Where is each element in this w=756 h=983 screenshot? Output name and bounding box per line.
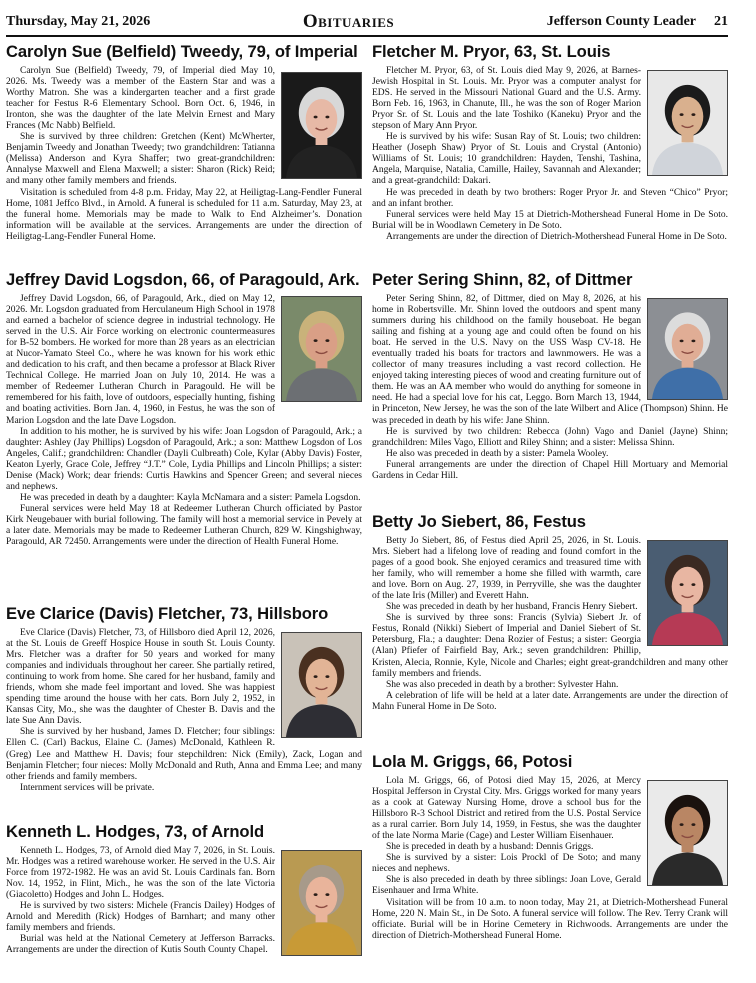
obituary-paragraph: Visitation is scheduled from 4-8 p.m. Friday, May 22, at Heiligtag-Lang-Fendler Funeral Home, 1081 Jeffco Blvd., in Arnold. A funeral is scheduled for 11 a.m. Saturday, May 23, at the funeral home. Memorials may be made to Walk to End Alzheimer’s. Donation information will be available at the services. Arrangements are under the direction of Heiligtag-Lang-Fendler Funeral Home. [6,187,362,242]
obituary-headline: Fletcher M. Pryor, 63, St. Louis [372,42,611,61]
obituary-fletcher-eve [6,604,362,794]
obituary-paragraph: Funeral services were held May 18 at Redeemer Lutheran Church officiated by Pastor Kirk Neugebauer with burial following. The family will host a memorial service in Pevely at a later date. Memorials may be made to Redeemer Lutheran Church, 829 W. Kingshighway, Paragould, AR 72450. Arrangements were under the direction of Health Funeral Home. [6,503,362,548]
obituary-paragraph: Visitation will be from 10 a.m. to noon today, May 21, at Dietrich-Mothershead Funeral Home, 220 N. Main St., in De Soto. A funeral service will follow. The Rev. Terry Crank will officiate. Burial will be in Horine Cemetery in Richwoods. Arrangements are under the direction of Dietrich-Mothershead Funeral Home. [372,897,728,941]
obituary-siebert [372,512,728,713]
issue-date: Thursday, May 21, 2026 [6,14,151,29]
obituary-paragraph: Lola M. Griggs, 66, of Potosi died May 15, 2026, at Mercy Hospital Jefferson in Crystal City. Mrs. Griggs worked for many years as a cook at Gateway Nursing Home, drove a school bus for the Hillsboro R-3 School District and retired from the U.S. Postal Service as a rural carrier. Born July 14, 1959, in Festus, she was the daughter of the late Norma Marie (Cage) and Lester William Eisenhauer. [372,776,641,842]
portrait-photo [647,780,728,886]
obituary-body [372,294,728,482]
section-title: Obituaries [302,11,395,32]
obituary-paragraph: Peter Sering Shinn, 82, of Dittmer, died on May 8, 2026, at his home in Robertsville. Mr. Shinn loved the outdoors and spent many summers during his childhood on the family houseboat. He began sailing and fishing at a young age and could often be found on his boat. He served in the U.S. Navy on the USS Wasp CV-18. He eventually traded his boats for tractors and lawnmowers. He was a collector of many treasures including a vast record collection. He enjoyed taking interesting pieces of wood and creating furniture out of them. He was an AA member who would do anything for someone in need. He had a special love for his cat, Leggo. Born March 13, 1944, in Princeton, New Jersey, he was the son of the late Wilbert and Alice (Thompson) Shinn. He was preceded in death by his wife: Jane Shinn. [372,294,728,426]
obituary-paragraph: Burial was held at the National Cemetery at Jefferson Barracks. Arrangements are under the direction of Kutis South County Chapel. [6,934,275,956]
obituary-paragraph: She is preceded in death by a husband: Dennis Griggs. [386,842,594,853]
obituary-body [372,66,728,243]
obituary-headline: Kenneth L. Hodges, 73, of Arnold [6,822,265,841]
obituary-paragraph: She is survived by her husband, James D. Fletcher; four siblings: Ellen C. (Carl) Backus, Elaine C. (James) McDonald, Kathleen R. (Greg) Lee and Matthew H. Davis; four stepchildren: Nick (Emily), Zack, Logan and Benjamin Fletcher; four nieces: Molly McDonald and Ruth, Anna and Emma Lee; and many other friends and family members. [6,727,362,782]
obituary-paragraph: She is also preceded in death by three siblings: Joan Love, Gerald Eisenhauer and Irma White. [372,875,641,897]
obituary-paragraph: She was preceded in death by her husband, Francis Henry Siebert. [386,602,638,613]
masthead [547,14,728,30]
obituary-body [372,776,728,942]
obituary-body [372,536,728,713]
obituary-paragraph: Funeral services were held May 15 at Dietrich-Mothershead Funeral Home in De Soto. Burial will be in Woodlawn Cemetery in De Soto. [372,209,728,231]
obituary-paragraph: She is survived by three children: Gretchen (Kent) McWherter, Benjamin Tweedy and Jonathan Tweedy; two grandchildren: Tatianna (Melissa) Anderson and Kyra Shaffer; two great-grandchildren: Annalyse Maxwell and Elena Maxwell; a sister: Sharon (Rick) Reid; and many other family members and friends. [6,132,275,187]
header-rule [6,35,728,37]
obituary-paragraph: Jeffrey David Logsdon, 66, of Paragould, Ark., died on May 12, 2026. Mr. Logsdon graduated from Herculaneum High School in 1978 and earned a bachelor of science degree in industrial technology. He served in the U.S. Air Force working on electronic countermeasures for B-52 bombers. He worked for more than 28 years as an electrician at Nucor-Yamato Steel Co., where he was known for his work ethic and dedication to his craft, and then became a professor at Black River Technical College. He married Joan on July 10, 2014. He was a member of Redeemer Lutheran Church in Paragould. He will be remembered for his faith, love of outdoors, especially hunting, fishing and boating activities. Born Jan. 4, 1960, in Festus, he was the son of Marion Logsdon and the late Dave Logsdon. [6,294,275,426]
obituary-body [6,846,362,956]
obituary-headline: Jeffrey David Logsdon, 66, of Paragould, Ark. [6,270,360,289]
obituary-paragraph: He was preceded in death by a daughter: Kayla McNamara and a sister: Pamela Logsdon. [20,492,361,503]
portrait-photo [281,72,362,179]
obituary-pryor [372,42,728,243]
obituary-paragraph: She was also preceded in death by a brother: Sylvester Hahn. [386,679,619,690]
obituary-paragraph: Internment services will be private. [20,782,155,793]
obituary-shinn [372,270,728,482]
obituary-headline: Eve Clarice (Davis) Fletcher, 73, Hillsboro [6,604,329,623]
obituary-hodges [6,822,362,959]
portrait-photo [647,540,728,646]
obituary-paragraph: Funeral arrangements are under the direction of Chapel Hill Mortuary and Memorial Gardens in Cedar Hill. [372,459,728,481]
obituary-paragraph: A celebration of life will be held at a later date. Arrangements are under the direction of Mahn Funeral Home in De Soto. [372,690,728,712]
obituary-body [6,628,362,794]
obituary-paragraph: Carolyn Sue (Belfield) Tweedy, 79, of Imperial died May 10, 2026. Ms. Tweedy was a member of the Eastern Star and was a Worthy Matron. She was a kindergarten teacher and a first grade teacher for Festus R-6 Elementary School. Born Oct. 6, 1946, in Ironton, she was the daughter of the late Melvin Ernest and Mary Frances (Mc Nabb) Belfield. [6,66,275,132]
portrait-photo [281,296,362,402]
portrait-photo [647,70,728,176]
obituary-paragraph: Fletcher M. Pryor, 63, of St. Louis died May 9, 2026, at Barnes-Jewish Hospital in St. Louis. Mr. Pryor was a computer analyst for EDS. He served in the Missouri National Guard and the U.S. Army. Born Feb. 16, 1963, in Chanute, Ill., he was the son of Roger Marion Pryor Sr. of St. Louis and the late Toshiko (Kaneku) Pryor and the stepson of Mary Ann Pryor. [372,66,641,132]
obituary-paragraph: He is survived by two sisters: Michele (Francis Dailey) Hodges of Arnold and Meredith (Rick) Hodges of Barnhart; and many other family members and friends. [6,901,275,934]
obituary-headline: Peter Sering Shinn, 82, of Dittmer [372,270,633,289]
obituary-headline: Betty Jo Siebert, 86, Festus [372,512,586,531]
obituary-paragraph: He is survived by two children: Rebecca (John) Vago and Daniel (Jayne) Shinn; grandchildren: Miles Vago, Elliott and Riley Shinn; and a sister: Melissa Shinn. [372,426,728,448]
obituary-logsdon [6,270,362,548]
obituary-paragraph: Betty Jo Siebert, 86, of Festus died April 25, 2026, in St. Louis. Mrs. Siebert had a lifelong love of reading and found comfort in the pages of a good book. She enjoyed ceramics and treasured time with her family, who will remember a home she filled with warmth, care and love. Born on Aug. 27, 1939, in Perryville, she was the daughter of the late Iris (Miller) and Everett Hahn. [372,536,641,602]
obituary-paragraph: He also was preceded in death by a sister: Pamela Wooley. [386,448,609,459]
portrait-photo [281,632,362,738]
obituary-paragraph: In addition to his mother, he is survived by his wife: Joan Logsdon of Paragould, Ark.; a daughter: Ashley (Jay Phillips) Logsdon of Paragould, Ark.; a son: Matthew Logsdon of Los Angeles, Calif.; grandchildren: Chandler (Dayli Culbreath) Cole, Kylar (Abby Davis) Foster, Keaton Lyerly, Grace Cole, Jeffrey “J.T.” Cole, Lydia Phillips and Lincoln Phillips; a sister: Denise (Mack) Work; dear friends: Curtis Hawkins and Spencer Green; and several nieces and nephews. [6,426,362,492]
portrait-photo [281,850,362,956]
obituary-body [6,294,362,548]
obituary-headline: Carolyn Sue (Belfield) Tweedy, 79, of Imperial [6,42,358,61]
portrait-photo [647,298,728,400]
obituary-body [6,66,362,243]
obituary-paragraph: She is survived by a sister: Lois Prockl of De Soto; and many nieces and nephews. [372,853,641,875]
obituary-paragraph: Eve Clarice (Davis) Fletcher, 73, of Hillsboro died April 12, 2026, at the St. Louis de Greeff Hospice House in south St. Louis County. Mrs. Fletcher was a drafter for 50 years and worked for many companies and individuals throughout her career. She partially retired, continuing to work from home. She cared for her husband, family and friends, whom she made feel important and loved. She was happiest spending time around the house with her cats. Born July 2, 1952, in Kansas City, Mo., she was the daughter of Chester B. Davis and the late Sue Ann Davis. [6,628,275,727]
obituary-paragraph: He is survived by his wife: Susan Ray of St. Louis; two children: Heather (Joseph Shaw) Pryor of St. Louis and Crystal (Antonio) Williams of St. Louis; 10 grandchildren: Hayden, Tenshi, Tashina, Angela, Marquise, Natalia, Camille, Hailey, Savannah and Alexander; and a great-grandchild: Dakari. [372,132,641,187]
page-number: 21 [714,14,728,29]
obituary-headline: Lola M. Griggs, 66, Potosi [372,752,573,771]
obituary-tweedy [6,42,362,243]
paper-name: Jefferson County Leader [546,14,696,29]
obituary-paragraph: Arrangements are under the direction of Dietrich-Mothershead Funeral Home in De Soto. [386,231,727,242]
page-header [6,10,728,34]
obituary-paragraph: Kenneth L. Hodges, 73, of Arnold died May 7, 2026, in St. Louis. Mr. Hodges was a retired warehouse worker. He served in the U.S. Air Force from 1972-1982. He was an avid St. Louis Cardinals fan. Born Nov. 14, 1952, in Flint, Mich., he was the son of the late Victoria (Giacoletto) Hodges and John L. Hodges. [6,846,275,901]
obituary-paragraph: She is survived by three sons: Francis (Sylvia) Siebert Jr. of Festus, Ronald (Nikki) Siebert of Imperial and Daniel Siebert of St. Petersburg, Fla.; a daughter: Dena Rozier of Festus; a sister: Georgia (Alan) Pfiefer of Fairfield Bay, Ark.; seven grandchildren: Phillip, Kristen, Alecia, Ronnie, Kyle, Nicole and Charles; eight great-grandchildren and many other family members and friends. [372,613,728,679]
obituary-paragraph: He was preceded in death by two brothers: Roger Pryor Jr. and Steven “Chico” Pryor; and an infant brother. [372,187,728,209]
obituary-griggs [372,752,728,942]
